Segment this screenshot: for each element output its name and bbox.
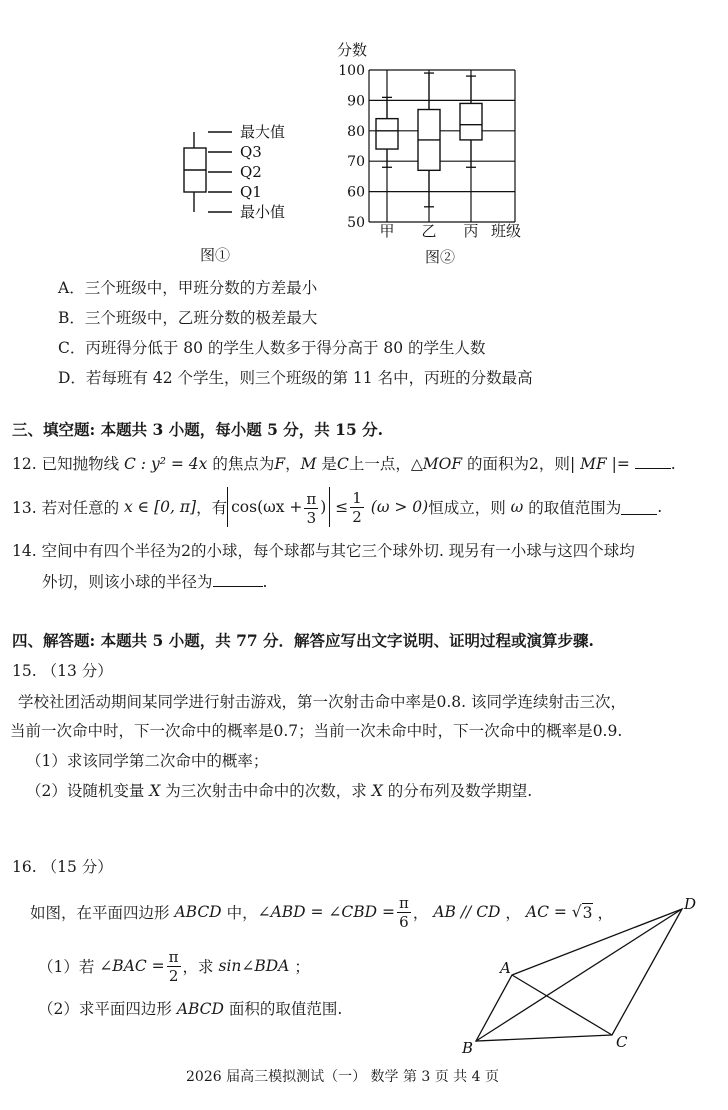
- vertex-b-label: B: [462, 1039, 474, 1057]
- question-13: 13. 若对任意的 x ∈ [0, π] ，有 cos(ωx + $\frac{\pi}{3}$ ) ≤ $\frac{1}{2}$ (ω > 0) 恒成立，则 ω 的取值范围为 .: [12, 488, 663, 527]
- figure-2-boxplot-chart: [325, 38, 545, 268]
- question-14-line-1: 14. 空间中有四个半径为2的小球，每个球都与其它三个球外切. 现另有一小球与这四个球均: [12, 542, 635, 560]
- answer-blank: [213, 585, 263, 587]
- y-tick-label: 80: [347, 123, 365, 140]
- quadrilateral-abcd-figure: [452, 895, 702, 1057]
- question-15-head: 15. （13 分）: [12, 662, 113, 680]
- question-15-line-1: 学校社团活动期间某同学进行射击游戏，第一次射击命中率是0.8. 该同学连续射击三次，: [18, 693, 627, 711]
- vertex-a-label: A: [500, 959, 511, 977]
- question-15-line-2: 当前一次命中时，下一次命中的概率是0.7；当前一次未命中时，下一次命中的概率是0.9.: [10, 722, 623, 740]
- option-a: A．三个班级中，甲班分数的方差最小: [58, 279, 318, 297]
- y-tick-label: 90: [347, 93, 365, 110]
- answer-blank: [635, 467, 671, 469]
- question-15-part-2: （2）设随机变量 X 为三次射击中命中的次数，求 X 的分布列及数学期望.: [26, 782, 533, 800]
- figure-1-boxplot-legend: [160, 112, 320, 267]
- question-12: 12. 已知抛物线 C : y² = 4x 的焦点为F，M 是C上一点，△MOF 的面积为2，则| MF |= .: [12, 455, 676, 473]
- y-tick-label: 70: [347, 154, 365, 171]
- label-q2: Q2: [240, 163, 262, 181]
- option-c: C．丙班得分低于 80 的学生人数多于得分高于 80 的学生人数: [58, 339, 486, 357]
- category-label: 丙: [463, 222, 479, 240]
- answer-blank: [621, 513, 657, 515]
- figure-1-caption: 图①: [200, 246, 231, 264]
- question-16-part-1: （1）若 ∠BAC = $\frac{\pi}{2}$ ，求 sin∠BDA ；: [38, 947, 310, 985]
- label-max: 最大值: [240, 123, 286, 141]
- question-16-line-1: 如图，在平面四边形 ABCD 中， ∠ABD = ∠CBD = $\frac{\pi}{6}$ ， AB // CD ， AC = √ 3 ，: [30, 893, 613, 931]
- figure-2-caption: 图②: [425, 248, 456, 266]
- section-4-title: 四、解答题: 本题共 5 小题，共 77 分．解答应写出文字说明、证明过程或演算步骤.: [12, 631, 594, 650]
- box-iqr: [376, 119, 398, 149]
- category-label: 甲: [379, 222, 395, 240]
- category-label: 乙: [421, 222, 437, 240]
- vertex-c-label: C: [616, 1033, 628, 1051]
- x-axis-title: 班级: [491, 222, 522, 240]
- page-footer: 2026 届高三模拟测试（一） 数学 第 3 页 共 4 页: [186, 1069, 500, 1085]
- label-q1: Q1: [240, 183, 262, 201]
- section-3-title: 三、填空题: 本题共 3 小题，每小题 5 分，共 15 分.: [12, 420, 384, 439]
- box-iqr: [460, 103, 482, 139]
- question-16-part-2: （2）求平面四边形 ABCD 面积的取值范围.: [38, 1000, 343, 1018]
- question-15-part-1: （1）求该同学第二次命中的概率；: [26, 752, 269, 770]
- y-tick-label: 100: [338, 63, 365, 79]
- absolute-value-expr: cos(ωx + $\frac{\pi}{3}$ ): [227, 487, 330, 527]
- option-d: D．若每班有 42 个学生，则三个班级的第 11 名中，丙班的分数最高: [58, 369, 533, 387]
- label-min: 最小值: [240, 203, 286, 221]
- y-tick-label: 60: [347, 184, 365, 201]
- y-tick-label: 50: [347, 215, 365, 231]
- option-b: B．三个班级中，乙班分数的极差最大: [58, 309, 318, 327]
- question-14-line-2: 外切，则该小球的半径为 .: [42, 573, 268, 591]
- question-16-head: 16. （15 分）: [12, 858, 113, 876]
- y-axis-title: 分数: [337, 41, 368, 59]
- vertex-d-label: D: [684, 895, 697, 913]
- diagonal-ac: [512, 975, 612, 1035]
- label-q3: Q3: [240, 143, 262, 161]
